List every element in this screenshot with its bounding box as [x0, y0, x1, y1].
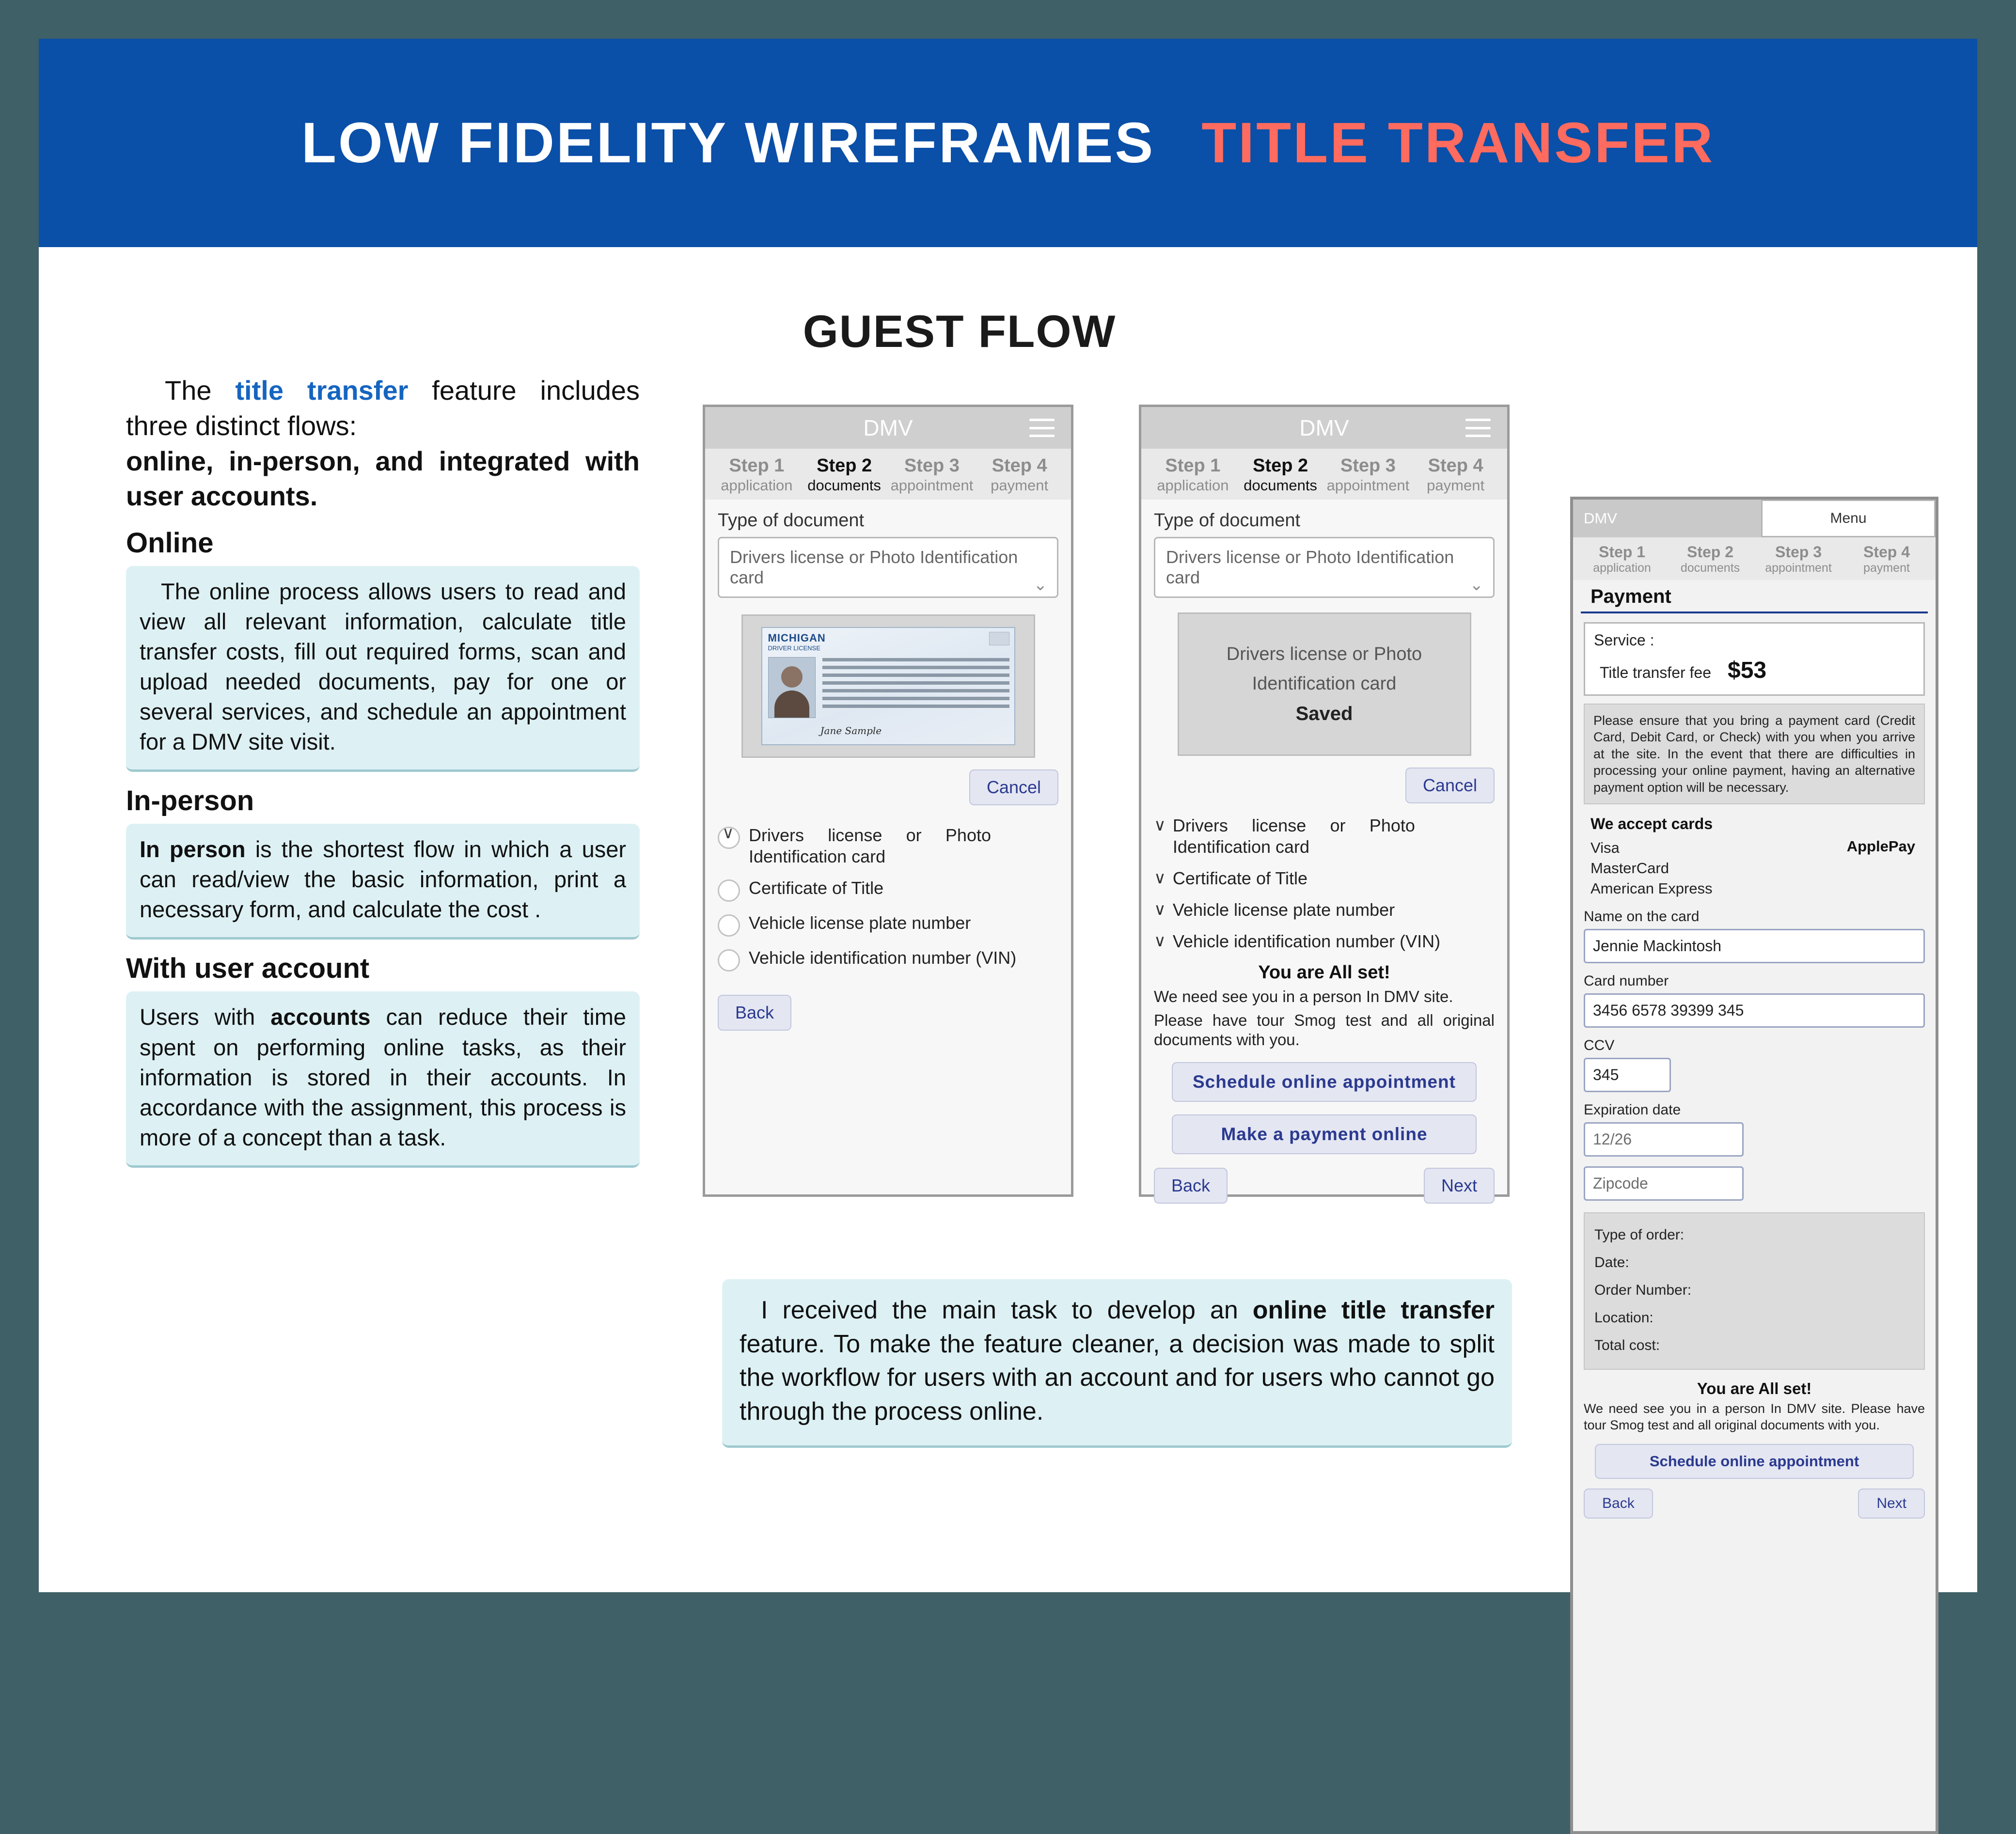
chevron-down-icon: ⌄	[1033, 576, 1047, 595]
note-account-bold: accounts	[270, 1004, 371, 1030]
step-num: Step 3	[1340, 455, 1396, 476]
cancel-button[interactable]: Cancel	[1405, 768, 1495, 803]
check-icon: ∨	[1154, 816, 1166, 835]
phone1-step-2[interactable]	[801, 455, 888, 494]
accepted-cards-title: We accept cards	[1591, 815, 1713, 833]
next-button[interactable]: Next	[1858, 1489, 1925, 1519]
hamburger-icon[interactable]	[1029, 419, 1055, 437]
card-brand-amex: American Express	[1591, 879, 1713, 897]
expiration-label: Expiration date	[1584, 1101, 1681, 1118]
step-label: application	[1593, 561, 1651, 575]
note-online-text: The online process allows users to read and view all relevant information, calculate title transfer costs, fill out required forms, scan and upload needed documents, pay for one or several services, and schedule an appointment for a DMV site visit.	[140, 579, 626, 755]
section-heading-inperson: In-person	[126, 785, 254, 817]
phone1-brand: DMV	[863, 415, 913, 440]
phone3-topbar	[1573, 500, 1936, 537]
phone1-topbar	[705, 407, 1071, 449]
accepted-cards-list	[1584, 838, 1925, 899]
phone3-step-3[interactable]	[1754, 543, 1843, 575]
bottom-note-pre: I received the main task to develop an	[761, 1296, 1253, 1324]
license-text-lines	[822, 658, 1009, 712]
summary-location: Location:	[1594, 1309, 1654, 1326]
bottom-note-bold: online title transfer	[1252, 1296, 1495, 1324]
intro-paragraph	[126, 373, 640, 514]
phone1-cancel-row	[718, 769, 1058, 805]
note-account	[126, 991, 640, 1167]
step-num: Step 2	[817, 455, 872, 476]
card-brand-mastercard: MasterCard	[1591, 860, 1669, 877]
payment-section-title: Payment	[1581, 580, 1928, 613]
step-num: Step 3	[904, 455, 960, 476]
checklist-label: Vehicle license plate number	[1172, 899, 1395, 920]
note-account-pre: Users with	[140, 1004, 271, 1030]
check-icon: ∨	[1154, 900, 1166, 919]
phone-mockup-documents-upload	[703, 405, 1073, 1197]
license-flag-icon	[989, 632, 1009, 645]
step-num: Step 3	[1775, 543, 1822, 561]
step-label: payment	[1427, 476, 1485, 494]
phone2-step-2[interactable]	[1237, 455, 1324, 494]
checklist-label: Vehicle identification number (VIN)	[1172, 931, 1441, 952]
header-title: LOW FIDELITY WIREFRAMES	[301, 111, 1155, 175]
note-online	[126, 566, 640, 772]
service-name: Title transfer fee	[1600, 663, 1712, 681]
step-num: Step 4	[1863, 543, 1910, 561]
all-set-title: You are All set!	[1697, 1379, 1812, 1397]
list-item[interactable]	[718, 825, 1058, 866]
expiration-input[interactable]: 12/26	[1584, 1122, 1744, 1157]
saved-line-2: Identification card	[1252, 673, 1397, 694]
step-num: Step 4	[1428, 455, 1483, 476]
phone1-step-4[interactable]	[976, 455, 1063, 494]
section-heading-online: Online	[126, 527, 214, 559]
phone3-steps	[1573, 537, 1936, 580]
checklist-label: Vehicle license plate number	[749, 912, 971, 933]
step-num: Step 1	[1165, 455, 1221, 476]
document-type-select[interactable]	[718, 537, 1058, 598]
step-label: payment	[1863, 561, 1910, 575]
radio-icon[interactable]	[718, 827, 740, 849]
step-label: documents	[1680, 561, 1740, 575]
step-label: application	[1157, 476, 1229, 494]
phone3-brand: DMV	[1573, 500, 1761, 537]
document-type-value: Drivers license or Photo Identification card	[1166, 547, 1454, 588]
note-account-text: can reduce their time spent on performing online tasks, as their information is stored in their accounts. In accordance with the assignment, this process is more of a concept than a task.	[140, 1004, 626, 1150]
step-label: application	[721, 476, 793, 494]
list-item[interactable]	[718, 878, 1058, 902]
document-type-value: Drivers license or Photo Identification card	[730, 547, 1018, 588]
license-state: MICHIGAN	[768, 632, 826, 644]
phone2-document-checklist	[1154, 815, 1495, 952]
step-label: payment	[991, 476, 1049, 494]
schedule-appointment-button[interactable]: Schedule online appointment	[1172, 1062, 1477, 1102]
checklist-label: Drivers license or Photo Identification card	[1172, 815, 1415, 857]
phone3-step-1[interactable]	[1578, 543, 1666, 575]
phone1-body	[705, 500, 1071, 1040]
phone-mockup-payment	[1570, 497, 1938, 1834]
phone2-step-3[interactable]	[1324, 455, 1412, 494]
page-title: GUEST FLOW	[803, 306, 1117, 357]
phone1-step-1[interactable]	[713, 455, 801, 494]
list-item[interactable]	[1154, 899, 1495, 920]
phone3-body	[1573, 613, 1936, 1526]
ccv-label: CCV	[1584, 1037, 1615, 1053]
all-set-body: We need see you in a person In DMV site. Please have tour Smog test and all original documents with you.	[1584, 1401, 1925, 1432]
service-price: $53	[1728, 657, 1767, 683]
phone2-cancel-row	[1154, 768, 1495, 803]
document-type-select[interactable]	[1154, 537, 1495, 598]
left-column	[126, 373, 640, 1168]
step-label: documents	[807, 476, 881, 494]
summary-date: Date:	[1594, 1254, 1629, 1270]
intro-bold-line: online, in-person, and integrated with user accounts.	[126, 445, 640, 512]
back-button[interactable]: Back	[718, 995, 791, 1031]
phone-mockup-documents-saved	[1139, 405, 1510, 1197]
note-task-summary	[722, 1279, 1512, 1448]
intro-accent: title transfer	[235, 375, 409, 406]
check-icon: ∨	[1154, 868, 1166, 887]
phone1-steps	[705, 449, 1071, 500]
name-on-card-label: Name on the card	[1584, 908, 1700, 925]
radio-icon[interactable]	[718, 879, 740, 902]
zipcode-input[interactable]: Zipcode	[1584, 1166, 1744, 1201]
phone2-step-4[interactable]	[1412, 455, 1499, 494]
header-subtitle: TITLE TRANSFER	[1201, 111, 1715, 175]
phone2-body	[1141, 500, 1507, 1213]
note-inperson-text: is the shortest flow in which a user can read/view the basic information, print a necessary form, and calculate the cost .	[140, 836, 627, 923]
step-label: appointment	[1765, 561, 1832, 575]
license-signature: Jane Sample	[820, 725, 882, 737]
list-item[interactable]	[718, 947, 1058, 972]
card-number-label: Card number	[1584, 972, 1669, 989]
cancel-button[interactable]: Cancel	[969, 769, 1058, 805]
step-label: appointment	[1326, 476, 1410, 494]
phone1-back-row	[718, 995, 1058, 1031]
service-summary-box	[1584, 622, 1925, 696]
phone2-nav-row	[1154, 1168, 1495, 1204]
saved-status: Saved	[1295, 703, 1353, 724]
list-item[interactable]	[1154, 868, 1495, 889]
checklist-label: Certificate of Title	[1172, 868, 1307, 888]
phone1-document-checklist	[718, 825, 1058, 971]
menu-button[interactable]: Menu	[1761, 500, 1936, 537]
intro-lead: The	[165, 375, 236, 406]
step-num: Step 4	[992, 455, 1047, 476]
phone1-step-3[interactable]	[888, 455, 976, 494]
checklist-label: Certificate of Title	[749, 878, 884, 898]
chevron-down-icon: ⌄	[1469, 576, 1483, 595]
phone3-step-2[interactable]	[1666, 543, 1754, 575]
all-set-body-1: We need see you in a person In DMV site.	[1154, 988, 1453, 1006]
check-icon: ∨	[1154, 932, 1166, 951]
note-inperson-bold: In person	[140, 836, 246, 862]
list-item[interactable]	[718, 912, 1058, 937]
ccv-input[interactable]: 345	[1584, 1058, 1671, 1092]
step-num: Step 1	[1598, 543, 1646, 561]
license-type: DRIVER LICENSE	[768, 644, 820, 652]
license-photo	[768, 657, 816, 718]
order-summary-box	[1584, 1212, 1925, 1370]
schedule-appointment-button[interactable]: Schedule online appointment	[1595, 1444, 1914, 1479]
make-payment-button[interactable]: Make a payment online	[1172, 1114, 1477, 1154]
step-label: appointment	[890, 476, 974, 494]
radio-icon[interactable]	[718, 949, 740, 972]
all-set-body-2: Please have tour Smog test and all original documents with you.	[1154, 1011, 1495, 1049]
bottom-note-mid: feature. To make the feature cleaner, a decision was made to split the workflow for users with an account and for users who cannot go through the process online.	[740, 1330, 1495, 1426]
card-number-input[interactable]: 3456 6578 39399 345	[1584, 993, 1925, 1028]
name-on-card-input[interactable]: Jennie Mackintosh	[1584, 929, 1925, 963]
saved-line-1: Drivers license or Photo	[1226, 643, 1422, 664]
service-label: Service :	[1594, 631, 1654, 649]
note-inperson	[126, 824, 640, 940]
phone1-field-label: Type of document	[718, 510, 865, 531]
checklist-label: Vehicle identification number (VIN)	[749, 947, 1017, 968]
summary-total-cost: Total cost:	[1594, 1337, 1660, 1353]
service-row	[1594, 657, 1915, 684]
intro-rest: feature includes three distinct flows:	[126, 375, 640, 441]
step-num: Step 2	[1686, 543, 1734, 561]
hamburger-icon[interactable]	[1465, 419, 1491, 437]
document-saved-panel	[1178, 612, 1471, 756]
list-item[interactable]	[1154, 815, 1495, 857]
step-num: Step 1	[729, 455, 785, 476]
poster-content	[39, 247, 1977, 1592]
poster-header	[39, 39, 1977, 247]
phone2-field-label: Type of document	[1154, 510, 1301, 531]
summary-type-of-order: Type of order:	[1594, 1226, 1685, 1243]
phone2-topbar	[1141, 407, 1507, 449]
list-item[interactable]	[1154, 931, 1495, 952]
card-brand-visa: Visa	[1591, 839, 1620, 857]
summary-order-number: Order Number:	[1594, 1282, 1692, 1298]
phone2-brand: DMV	[1299, 415, 1349, 440]
phone2-steps	[1141, 449, 1507, 500]
back-button[interactable]: Back	[1154, 1168, 1228, 1204]
section-heading-account: With user account	[126, 953, 370, 985]
all-set-title: You are All set!	[1258, 962, 1390, 983]
radio-icon[interactable]	[718, 914, 740, 937]
uploaded-document-preview	[741, 614, 1035, 758]
next-button[interactable]: Next	[1424, 1168, 1495, 1204]
drivers-license-image	[761, 627, 1015, 745]
payment-info-note: Please ensure that you bring a payment card (Credit Card, Debit Card, or Check) with you when you arrive at the site. In the event that there are difficulties in processing your online payment, having an alternative payment option will be necessary.	[1584, 704, 1925, 805]
checklist-label: Drivers license or Photo Identification card	[749, 825, 991, 866]
phone2-step-1[interactable]	[1149, 455, 1237, 494]
applepay-label[interactable]: ApplePay	[1846, 838, 1915, 855]
step-num: Step 2	[1253, 455, 1308, 476]
back-button[interactable]: Back	[1584, 1489, 1653, 1519]
poster-page	[39, 39, 1977, 1592]
step-label: documents	[1244, 476, 1317, 494]
phone3-nav-row	[1584, 1489, 1925, 1519]
phone3-step-4[interactable]	[1843, 543, 1931, 575]
